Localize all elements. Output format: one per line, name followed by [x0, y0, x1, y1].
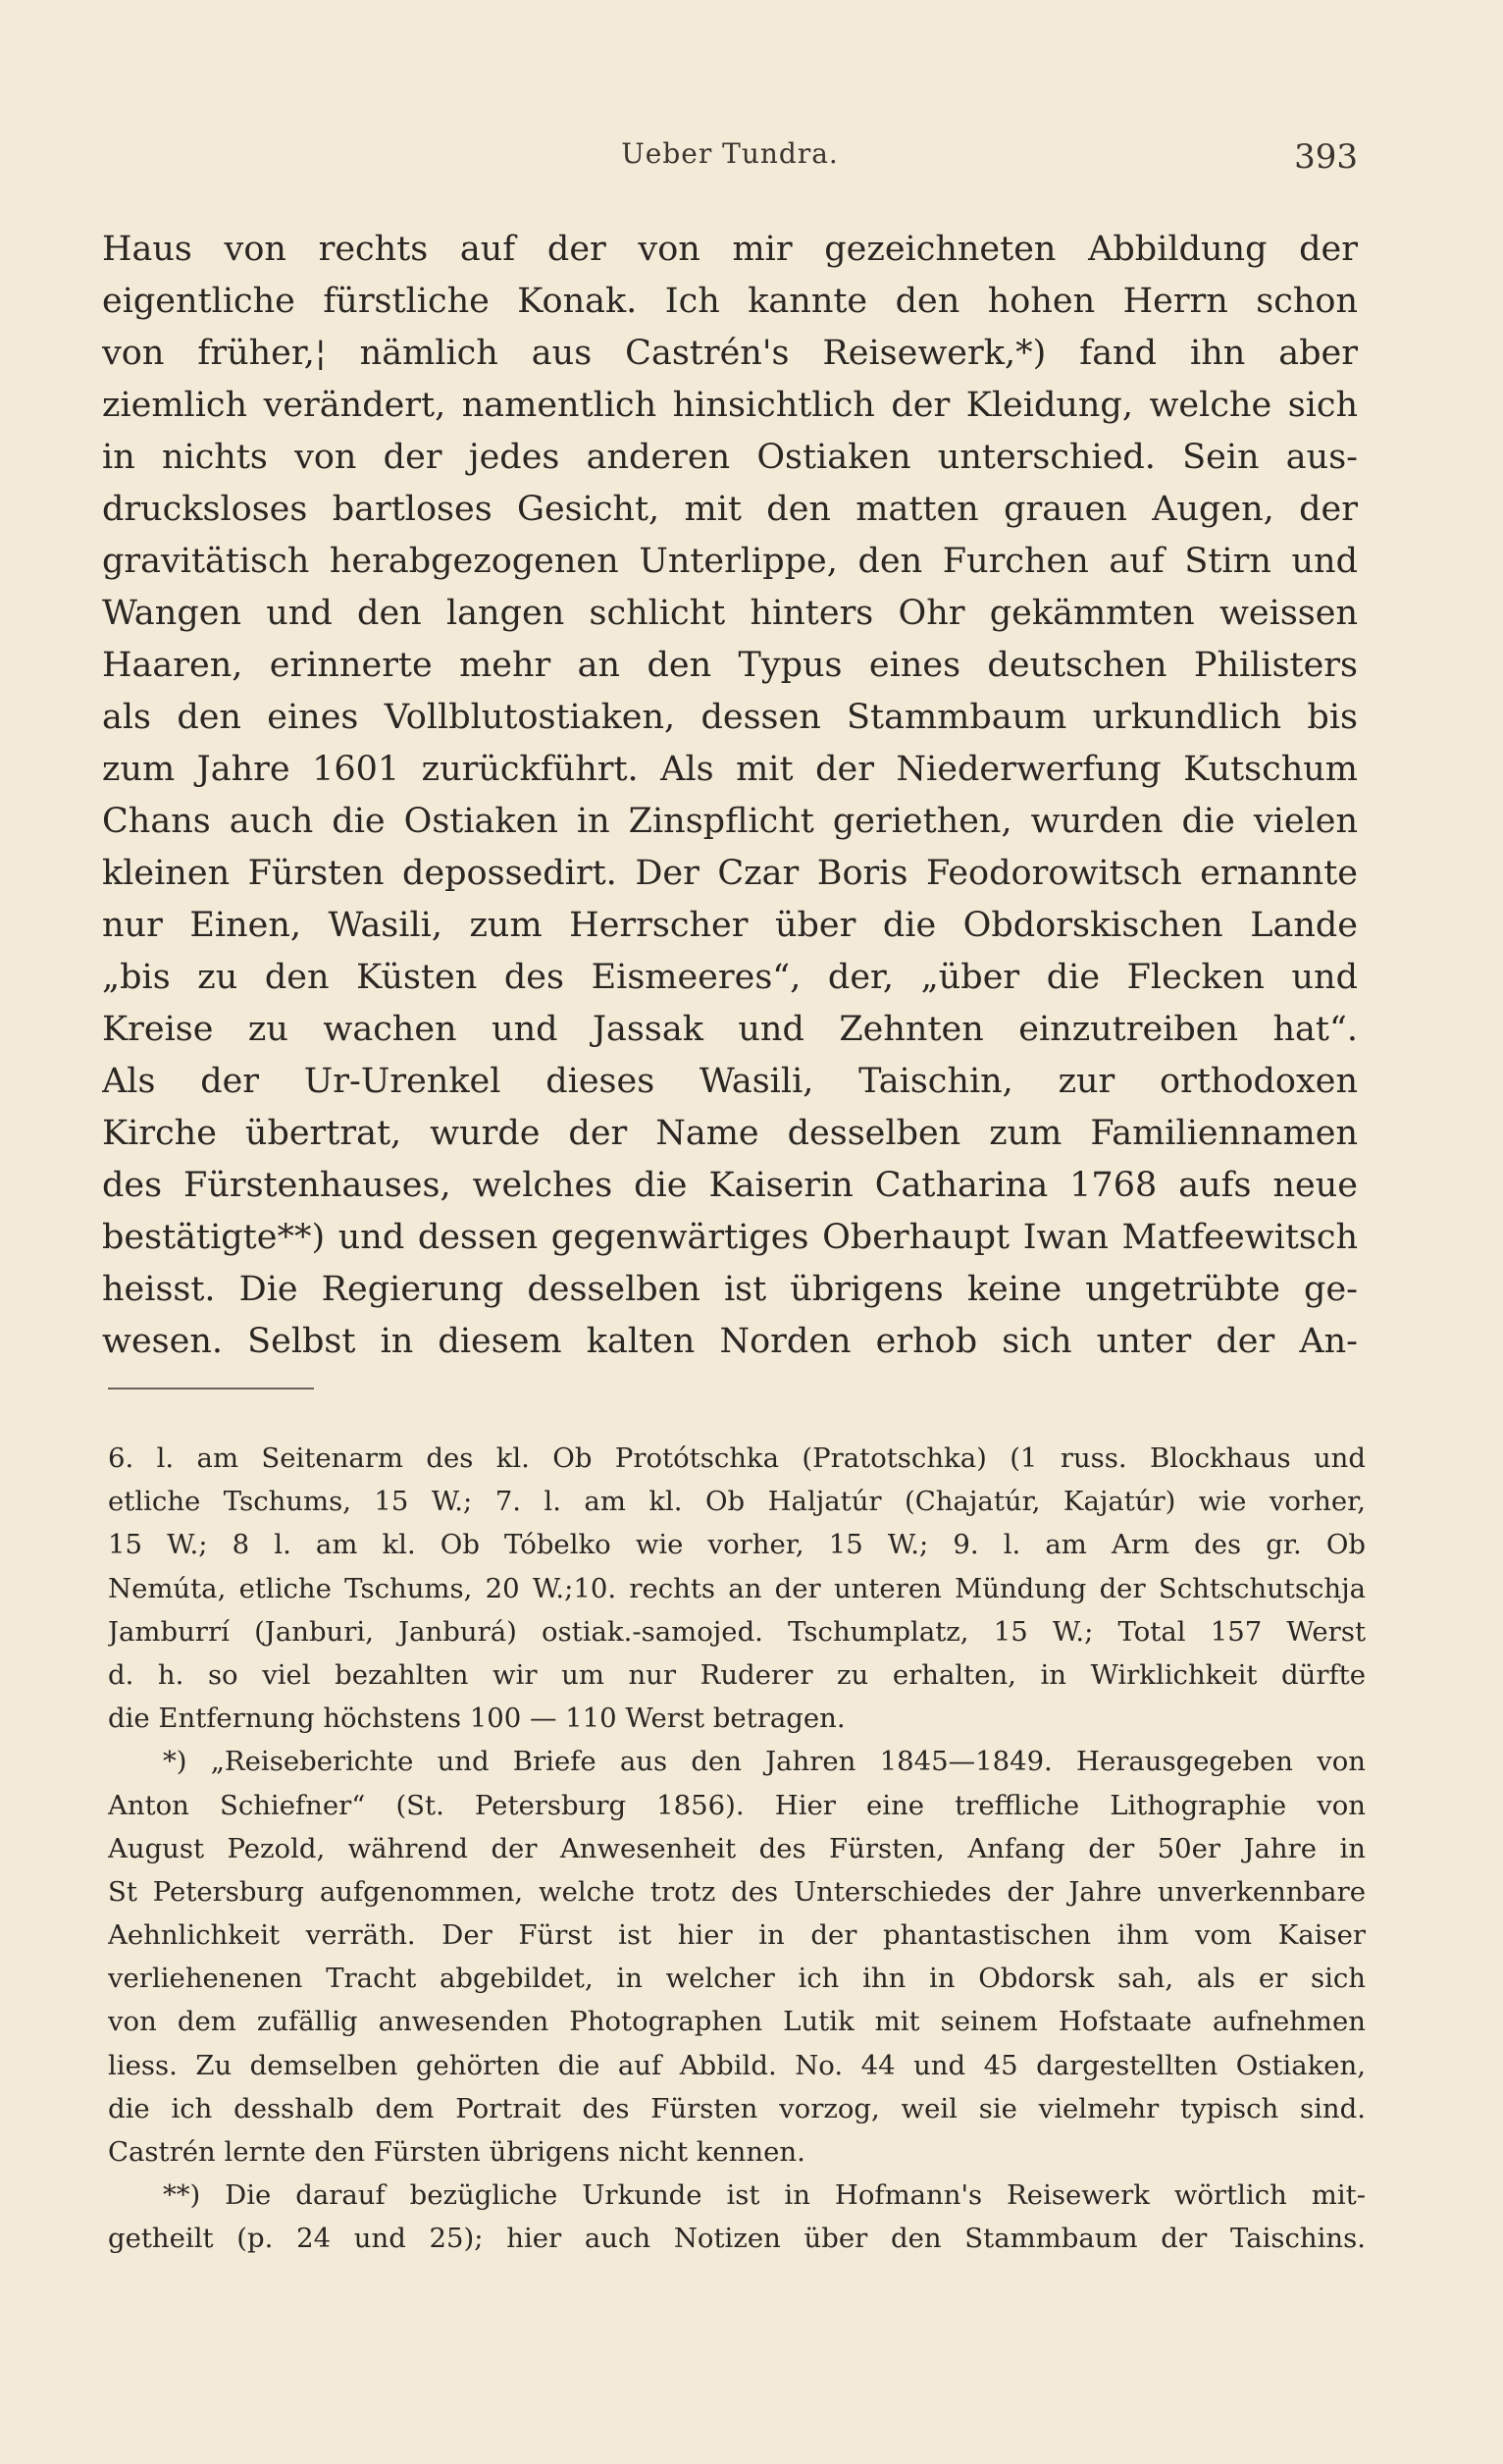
text-line: Kirche übertrat, wurde der Name desselben zum Familiennamen [102, 1114, 1358, 1153]
footnote-line: **) Die darauf bezügliche Urkunde ist in Hofmann's Reisewerk wörtlich mit- [163, 2179, 1366, 2212]
footnote-line: *) „Reiseberichte und Briefe aus den Jahren 1845—1849. Herausgegeben von [163, 1746, 1366, 1778]
text-line: drucksloses bartloses Gesicht, mit den matten grauen Augen, der [102, 490, 1358, 529]
footnote-line: 6. l. am Seitenarm des kl. Ob Protótschka (Pratotschka) (1 russ. Blockhaus und [108, 1442, 1366, 1474]
footnote-line: August Pezold, während der Anwesenheit des Fürsten, Anfang der 50er Jahre in [108, 1832, 1366, 1864]
footnote-line: die ich desshalb dem Portrait des Fürsten vorzog, weil sie vielmehr typisch sind. [108, 2092, 1366, 2124]
footnote-line: Aehnlichkeit verräth. Der Fürst ist hier in der phantastischen ihm vom Kaiser [108, 1919, 1366, 1952]
footnote-separator [108, 1388, 314, 1389]
text-line: Wangen und den langen schlicht hinters Ohr gekämmten weissen [102, 594, 1358, 633]
footnote-line: liess. Zu demselben gehörten die auf Abbild. No. 44 und 45 dargestellten Ostiaken, [108, 2049, 1366, 2081]
text-line: kleinen Fürsten depossedirt. Der Czar Boris Feodorowitsch ernannte [102, 854, 1358, 893]
text-line: als den eines Vollblutostiaken, dessen Stammbaum urkundlich bis [102, 698, 1358, 737]
text-line: Als der Ur-Urenkel dieses Wasili, Taischin, zur orthodoxen [102, 1062, 1358, 1101]
text-line: Kreise zu wachen und Jassak und Zehnten einzutreiben hat“. [102, 1010, 1358, 1049]
text-line: heisst. Die Regierung desselben ist übrigens keine ungetrübte ge- [102, 1270, 1358, 1309]
text-line: des Fürstenhauses, welches die Kaiserin Catharina 1768 aufs neue [102, 1166, 1358, 1205]
text-line: in nichts von der jedes anderen Ostiaken unterschied. Sein aus- [102, 438, 1358, 477]
text-line: Haus von rechts auf der von mir gezeichneten Abbildung der [102, 230, 1358, 269]
text-line: Haaren, erinnerte mehr an den Typus eines deutschen Philisters [102, 646, 1358, 685]
footnote-line: 15 W.; 8 l. am kl. Ob Tóbelko wie vorher, 15 W.; 9. l. am Arm des gr. Ob [108, 1529, 1366, 1561]
footnote-line: die Entfernung höchstens 100 — 110 Werst betragen. [108, 1703, 846, 1735]
footnote-line: Castrén lernte den Fürsten übrigens nicht kennen. [108, 2136, 805, 2168]
footnote-line: getheilt (p. 24 und 25); hier auch Notizen über den Stammbaum der Taischins. [108, 2223, 1366, 2255]
footnote-line: Jamburrí (Janburi, Janburá) ostiak.-samojed. Tschumplatz, 15 W.; Total 157 Werst [108, 1615, 1366, 1648]
footnote-line: etliche Tschums, 15 W.; 7. l. am kl. Ob Haljatúr (Chajatúr, Kajatúr) wie vorher, [108, 1486, 1366, 1518]
text-line: bestätigte**) und dessen gegenwärtiges Oberhaupt Iwan Matfeewitsch [102, 1218, 1358, 1257]
main-text [102, 224, 1358, 1368]
text-line: eigentliche fürstliche Konak. Ich kannte den hohen Herrn schon [102, 282, 1358, 321]
running-title: Ueber Tundra. [621, 137, 839, 170]
text-line: von früher,¦ nämlich aus Castrén's Reisewerk,*) fand ihn aber [102, 334, 1358, 373]
text-line: wesen. Selbst in diesem kalten Norden erhob sich unter der An- [102, 1322, 1358, 1361]
text-line: nur Einen, Wasili, zum Herrscher über die Obdorskischen Lande [102, 906, 1358, 945]
footnote-line: Nemúta, etliche Tschums, 20 W.;10. rechts an der unteren Mündung der Schtschutschja [108, 1572, 1366, 1604]
running-head [102, 137, 1358, 177]
text-line: gravitätisch herabgezogenen Unterlippe, den Furchen auf Stirn und [102, 542, 1358, 581]
footnote-line: d. h. so viel bezahlten wir um nur Ruderer zu erhalten, in Wirklichkeit dürfte [108, 1658, 1366, 1691]
footnote-line: Anton Schiefner“ (St. Petersburg 1856). Hier eine treffliche Lithographie von [108, 1789, 1366, 1821]
page-number: 393 [1294, 137, 1358, 177]
text-line: „bis zu den Küsten des Eismeeres“, der, „über die Flecken und [102, 958, 1358, 997]
text-line: zum Jahre 1601 zurückführt. Als mit der Niederwerfung Kutschum [102, 750, 1358, 789]
footnote-line: verliehenenen Tracht abgebildet, in welcher ich ihn in Obdorsk sah, als er sich [108, 1963, 1366, 1995]
text-line: ziemlich verändert, namentlich hinsichtlich der Kleidung, welche sich [102, 386, 1358, 425]
footnote-line: St Petersburg aufgenommen, welche trotz des Unterschiedes der Jahre unverkennbare [108, 1875, 1366, 1908]
footnotes [108, 1437, 1366, 2261]
text-line: Chans auch die Ostiaken in Zinspflicht geriethen, wurden die vielen [102, 802, 1358, 841]
footnote-line: von dem zufällig anwesenden Photographen Lutik mit seinem Hofstaate aufnehmen [108, 2006, 1366, 2038]
